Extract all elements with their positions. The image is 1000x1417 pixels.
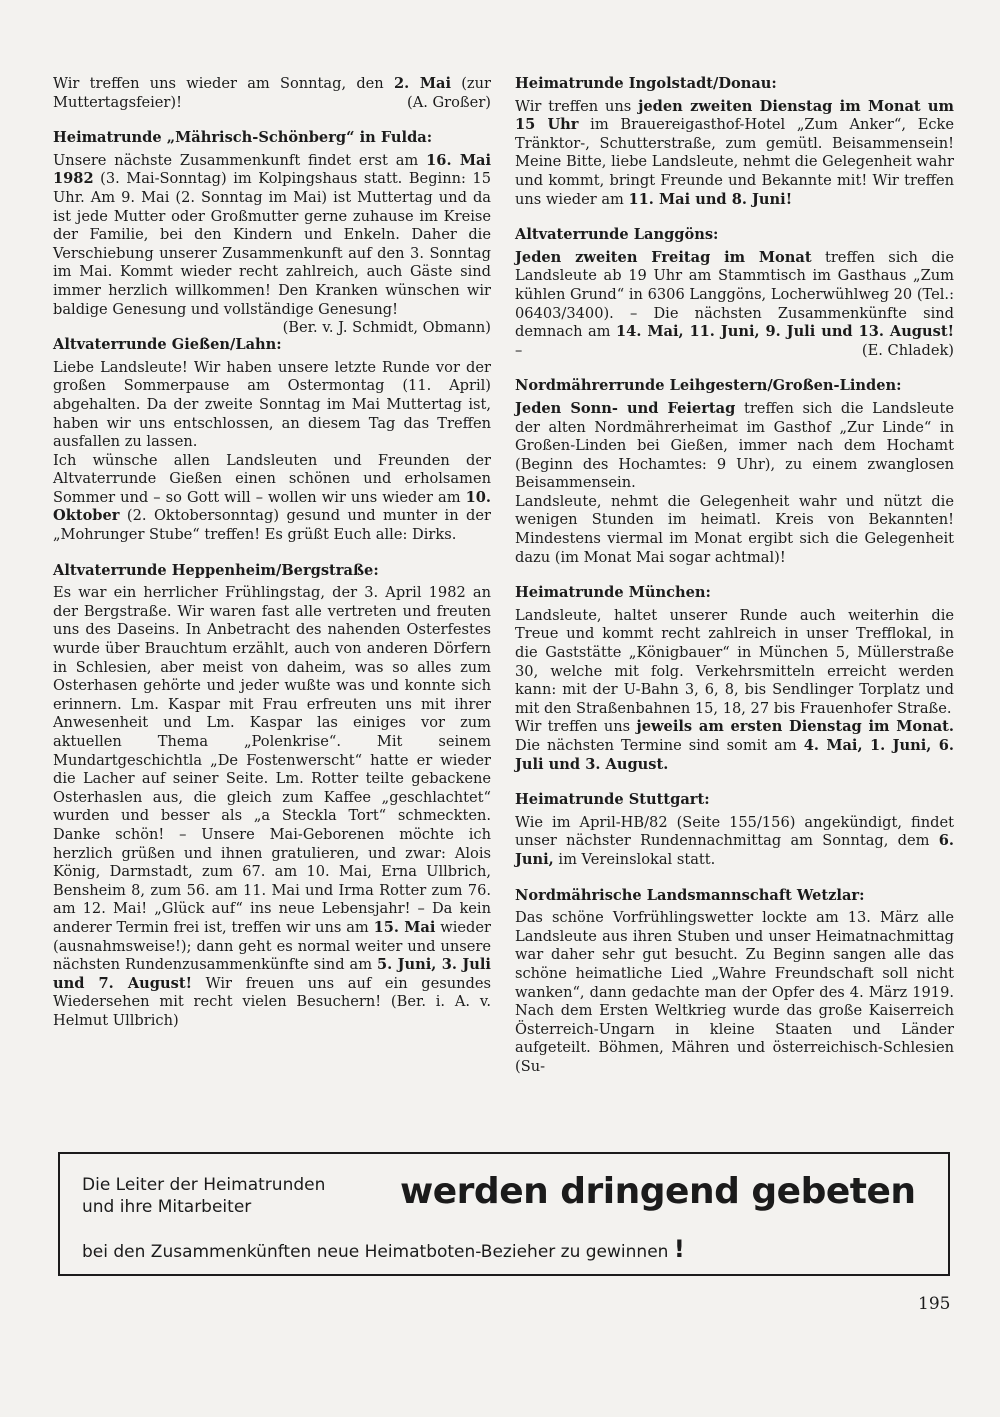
left-column [53, 75, 491, 1048]
section-paragraph: Unsere nächste Zusammenkunft findet erst am 16. Mai 1982 (3. Mai-Sonntag) im Kolpingshaus statt. Beginn: 15 Uhr. Am 9. Mai (2. Sonntag im Mai) ist Muttertag und da ist jede Mutter oder Großmutter gerne zuhause im Kreise der Familie, bei den Kindern und Enkeln. Daher die Verschiebung unserer Zusammenkunft auf den 3. Sonntag im Mai. Kommt wieder recht zahlreich, auch Gäste sind immer herzlich willkommen! Den Kranken wünschen wir baldige Genesung und vollständige Genesung! (Ber. v. J. Schmidt, Obmann) [53, 151, 492, 337]
section-title: Altvaterrunde Gießen/Lahn: [53, 336, 282, 354]
section-fulda [53, 129, 492, 337]
section-leihgestern [515, 377, 954, 567]
notice-request: bei den Zusammenkünften neue Heimatboten-Bezieher zu gewinnen ! [82, 1235, 685, 1263]
section-paragraph: Jeden zweiten Freitag im Monat treffen sich die Landsleute ab 19 Uhr am Stammtisch im Gasthaus „Zum kühlen Grund“ in 6306 Langgöns, Locherwühlweg 20 (Tel.: 06403/3400). – Die nächsten Zusammenkünfte sind demnach am 14. Mai, 11. Juni, 9. Juli und 13. August! – (E. Chladek) [515, 248, 954, 359]
intro-section [53, 75, 491, 112]
notice-addressees [82, 1174, 325, 1218]
section-giessen [53, 336, 491, 545]
section-paragraph: Das schöne Vorfrühlingswetter lockte am 13. März alle Landsleute aus ihren Stuben und unser Heimatnachmittag war daher sehr gut besucht. Zu Beginn sangen alle das schöne heimatliche Lied „Wahre Freundschaft soll nicht wanken“, dann gedachte man der Opfer des 4. März 1919. Nach dem Ersten Weltkrieg wurde das große Kaiserreich Österreich-Ungarn in kleine Staaten und Länder aufgeteilt. Böhmen, Mähren und österreichisch-Schlesien (Su- [515, 909, 954, 1075]
section-langgoens [515, 226, 954, 360]
section-title: Altvaterrunde Heppenheim/Bergstraße: [53, 561, 379, 579]
section-title: Heimatrunde Ingolstadt/Donau: [515, 75, 777, 92]
section-title: Heimatrunde Stuttgart: [515, 791, 710, 809]
signature: (Ber. v. J. Schmidt, Obmann) [282, 319, 491, 337]
section-title: Heimatrunde „Mährisch-Schönberg“ in Fulda: [53, 129, 433, 147]
signature: (E. Chladek) [861, 341, 954, 359]
notice-box [58, 1152, 950, 1276]
section-paragraph: Jeden Sonn- und Feiertag treffen sich die Landsleute der alten Nordmährerheimat im Gasthof „Zur Linde“ in Großen-Linden bei Gießen, immer nach dem Hochamt (Beginn des Hochamtes: 9 Uhr), zu einem zwanglosen Beisammensein. [515, 399, 954, 492]
notice-addressees-line: Die Leiter der Heimatrunden [82, 1175, 326, 1195]
notice-addressees-line: und ihre Mitarbeiter [82, 1197, 252, 1217]
section-stuttgart [515, 791, 954, 869]
section-paragraph: Wir treffen uns jeden zweiten Dienstag im Monat um 15 Uhr im Brauereigasthof-Hotel „Zum Anker“, Ecke Tränktor-, Schutterstraße, zum gemütl. Beisammensein! Meine Bitte, liebe Landsleute, nehmt die Gelegenheit wahr und kommt, bringt Freunde und Bekannte mit! Wir treffen uns wieder am 11. Mai und 8. Juni! [515, 97, 955, 208]
section-title: Heimatrunde München: [515, 584, 711, 602]
intro-paragraph: Wir treffen uns wieder am Sonntag, den 2. Mai (zur Muttertagsfeier)! (A. Großer) [53, 75, 491, 111]
section-title: Altvaterrunde Langgöns: [515, 226, 719, 244]
signature: (A. Großer) [407, 93, 491, 111]
exclamation-mark: ! [673, 1235, 685, 1263]
section-title: Nordmährische Landsmannschaft Wetzlar: [515, 886, 865, 904]
section-paragraph: Wie im April-HB/82 (Seite 155/156) angekündigt, findet unser nächster Rundennachmittag am Sonntag, dem 6. Juni, im Vereinslokal statt. [515, 813, 954, 868]
section-paragraph: Liebe Landsleute! Wir haben unsere letzte Runde vor der großen Sommerpause am Ostermontag (11. April) abgehalten. Da der zweite Sonntag im Mai Muttertag ist, haben wir uns entschlossen, an diesem Tag das Treffen ausfallen zu lassen. [53, 358, 491, 451]
section-title: Nordmährerrunde Leihgestern/Großen-Linden: [515, 377, 902, 395]
section-paragraph: Es war ein herrlicher Frühlingstag, der 3. April 1982 an der Bergstraße. Wir waren fast alle vertreten und freuten uns des Daseins. In Anbetracht des nahenden Osterfestes wurde über Brauchtum erzählt, auch von anderen Dörfern in Schlesien, aber meist von daheim, was so alles zum Osterhasen gehörte und jeder wußte was und konnte sich erinnern. Lm. Kaspar mit Frau erfreuten uns mit ihrer Anwesenheit und Lm. Kaspar las einiges vor zum aktuellen Thema „Polenkrise“. Mit seinem Mundartgeschichtla „De Fostenwerscht“ hatte er wieder die Lacher auf seiner Seite. Lm. Rotter teilte gebackene Osterhaslen aus, die gleich zum Kaffee „geschlachtet“ wurden und besser als „a Steckla Tort“ schmeckten. Danke schön! – Unsere Mai-Geborenen möchte ich herzlich grüßen und ihnen gratulieren, und zwar: Alois König, Darmstadt, zum 67. am 10. Mai, Erna Ullbrich, Bensheim 8, zum 56. am 11. Mai und Irma Rotter zum 76. am 12. Mai! „Glück auf“ ins neue Lebensjahr! – Da kein anderer Termin frei ist, treffen wir uns am 15. Mai wieder (ausnahmsweise!); dann geht es normal weiter und unsere nächsten Rundenzusammenkünfte sind am 5. Juni, 3. Juli und 7. August! Wir freuen uns auf ein gesundes Wiedersehen mit recht vielen Besuchern! (Ber. i. A. v. Helmut Ullbrich) [53, 584, 492, 1029]
section-wetzlar [515, 887, 954, 1077]
notice-headline: werden dringend gebeten [400, 1171, 916, 1212]
section-paragraph: Landsleute, haltet unserer Runde auch weiterhin die Treue und kommt recht zahlreich in unser Trefflokal, in die Gaststätte „Königbauer“ in München 5, Müllerstraße 30, welche mit folg. Verkehrsmitteln erreicht werden kann: mit der U-Bahn 3, 6, 8, bis Sendlinger Torplatz und mit den Straßenbahnen 15, 18, 27 bis Frauenhofer Straße. [515, 606, 954, 717]
section-muenchen [515, 584, 954, 774]
page-number: 195 [918, 1294, 951, 1314]
section-heppenheim [53, 562, 491, 1031]
section-paragraph: Landsleute, nehmt die Gelegenheit wahr und nützt die wenigen Stunden im heimatl. Kreis von Bekannten! Mindestens viermal im Monat ergibt sich die Gelegenheit dazu (im Monat Mai sogar achtmal)! [515, 492, 954, 566]
section-ingolstadt [515, 75, 954, 209]
section-paragraph: Ich wünsche allen Landsleuten und Freunden der Altvaterrunde Gießen einen schönen und erholsamen Sommer und – so Gott will – wollen wir uns wieder am 10. Oktober (2. Oktobersonntag) gesund und munter in der „Mohrunger Stube“ treffen! Es grüßt Euch alle: Dirks. [53, 451, 491, 544]
section-paragraph: Wir treffen uns jeweils am ersten Dienstag im Monat. Die nächsten Termine sind somit am 4. Mai, 1. Juni, 6. Juli und 3. August. [515, 718, 954, 773]
right-column [515, 75, 954, 1094]
